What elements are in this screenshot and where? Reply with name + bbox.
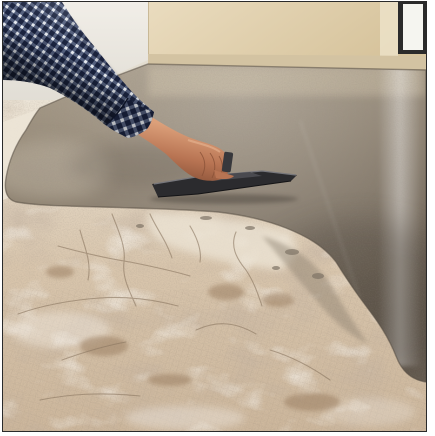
stain xyxy=(46,266,74,278)
stain xyxy=(148,374,192,386)
splatter-drop xyxy=(136,224,144,228)
stain xyxy=(80,336,128,356)
splatter-drop xyxy=(285,249,299,255)
window-glass xyxy=(403,4,423,50)
splatter-drop xyxy=(245,226,255,230)
splatter-drop xyxy=(200,216,212,220)
splatter-drop xyxy=(272,266,280,270)
splatter-drop xyxy=(312,273,324,279)
stain xyxy=(208,284,244,300)
door-panel xyxy=(380,2,398,58)
bright-patch-bottom xyxy=(125,406,245,430)
photo xyxy=(0,2,435,431)
stain xyxy=(262,293,294,307)
stain xyxy=(284,393,340,411)
